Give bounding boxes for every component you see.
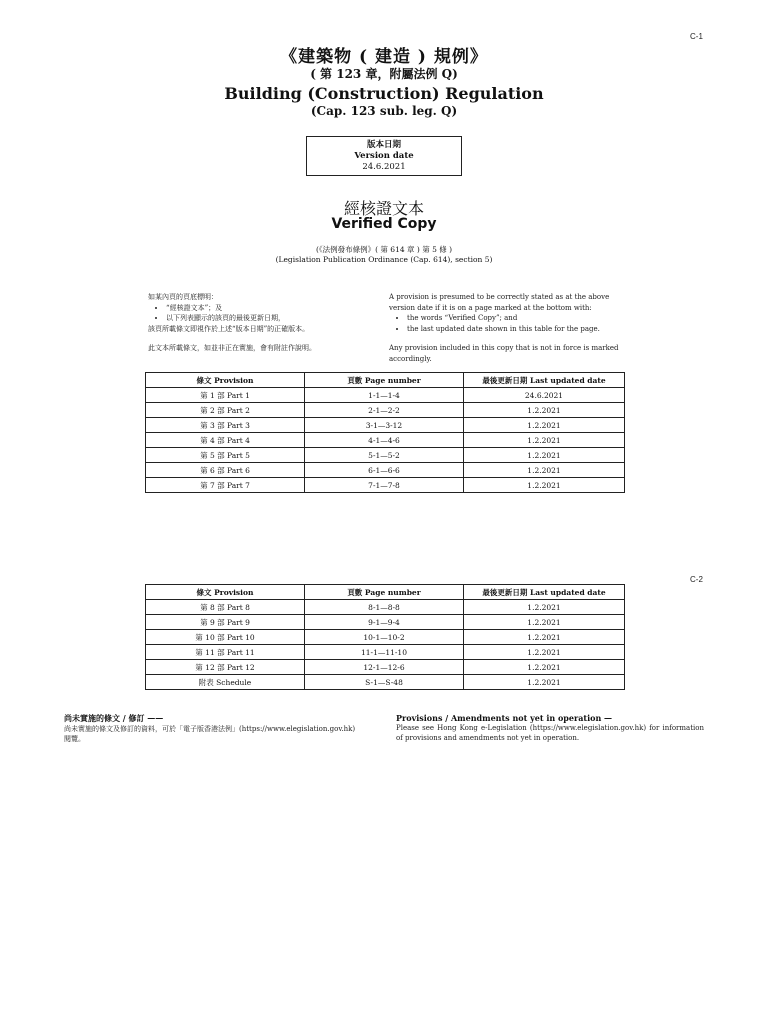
table-row	[146, 433, 625, 448]
cell-page-range: 8-1—8-8	[305, 600, 464, 615]
note-en-bullet: • the words “Verified Copy”; and	[407, 313, 629, 324]
table-row	[146, 388, 625, 403]
cell-provision: 第 10 部 Part 10	[146, 630, 305, 645]
footer-heading-zh: 尚未實施的條文 / 修訂 ——	[64, 713, 164, 723]
cell-provision: 第 8 部 Part 8	[146, 600, 305, 615]
verified-copy-chinese: 經核證文本	[343, 199, 424, 218]
cell-provision: 第 11 部 Part 11	[146, 645, 305, 660]
cell-provision: 第 5 部 Part 5	[146, 448, 305, 463]
cell-provision: 第 3 部 Part 3	[146, 418, 305, 433]
note-zh-bullet: • 以下列表顯示的該頁的最後更新日期，	[166, 313, 368, 324]
table-row	[146, 600, 625, 615]
cell-provision: 第 2 部 Part 2	[146, 403, 305, 418]
table-header-row	[146, 373, 625, 388]
cell-provision: 附表 Schedule	[146, 675, 305, 690]
footer-chinese	[64, 713, 384, 744]
cell-last-updated: 1.2.2021	[464, 418, 625, 433]
page-number-label: C-1	[690, 32, 703, 41]
note-en-line: A provision is presumed to be correctly stated as at the above	[389, 293, 610, 301]
table-header-row	[146, 585, 625, 600]
note-zh-line: 此文本所載條文，如並非正在實施，會有附註作說明。	[148, 344, 316, 352]
table-row	[146, 478, 625, 493]
cell-page-range: 9-1—9-4	[305, 615, 464, 630]
header-provision: 條文 Provision	[146, 373, 305, 388]
header-last-updated: 最後更新日期 Last updated date	[464, 373, 625, 388]
cell-page-range: 7-1—7-8	[305, 478, 464, 493]
ordinance-ref-english: (Legislation Publication Ordinance (Cap. 614), section 5)	[275, 255, 493, 264]
header-provision: 條文 Provision	[146, 585, 305, 600]
cell-last-updated: 1.2.2021	[464, 645, 625, 660]
subtitle-chinese: ( 第 123 章，附屬法例 Q)	[310, 67, 458, 81]
note-en-line: accordingly.	[389, 354, 432, 363]
cell-page-range: 11-1—11-10	[305, 645, 464, 660]
table-row	[146, 448, 625, 463]
table-row	[146, 630, 625, 645]
footer-text-zh: 尚未實施的條文及修訂的資料，可於「電子版香港法例」(https://www.elegislation.gov.hk)	[64, 725, 356, 733]
table-row	[146, 645, 625, 660]
cell-page-range: 4-1—4-6	[305, 433, 464, 448]
footer-text-zh: 閱覽。	[64, 735, 85, 743]
cell-provision: 第 1 部 Part 1	[146, 388, 305, 403]
cell-last-updated: 1.2.2021	[464, 403, 625, 418]
cell-page-range: S-1—S-48	[305, 675, 464, 690]
table-row	[146, 675, 625, 690]
note-zh-line: 如某內頁的頁底標明：	[148, 293, 218, 301]
footer-heading-en: Provisions / Amendments not yet in operation —	[396, 713, 613, 723]
version-date-box	[306, 136, 462, 176]
ordinance-ref-chinese: (《法例發布條例》( 第 614 章 ) 第 5 條 )	[315, 245, 453, 254]
note-en-bullet: • the last updated date shown in this table for the page.	[407, 324, 629, 335]
version-date-value: 24.6.2021	[362, 162, 406, 172]
cell-provision: 第 6 部 Part 6	[146, 463, 305, 478]
cell-page-range: 12-1—12-6	[305, 660, 464, 675]
version-date-label-zh: 版本日期	[366, 140, 401, 150]
cell-provision: 第 4 部 Part 4	[146, 433, 305, 448]
note-en-line: Any provision included in this copy that is not in force is marked	[389, 344, 619, 352]
table-row	[146, 418, 625, 433]
cell-last-updated: 1.2.2021	[464, 478, 625, 493]
title-english: Building (Construction) Regulation	[224, 84, 544, 103]
cell-last-updated: 1.2.2021	[464, 433, 625, 448]
verified-copy-english: Verified Copy	[331, 216, 437, 232]
cell-last-updated: 24.6.2021	[464, 388, 625, 403]
cell-last-updated: 1.2.2021	[464, 463, 625, 478]
title-chinese: 《建築物 ( 建造 ) 規例》	[280, 47, 488, 67]
cell-page-range: 6-1—6-6	[305, 463, 464, 478]
cell-provision: 第 12 部 Part 12	[146, 660, 305, 675]
cell-last-updated: 1.2.2021	[464, 615, 625, 630]
notes-english	[389, 292, 629, 364]
provision-table-1	[145, 372, 625, 493]
header-page-number: 頁數 Page number	[305, 373, 464, 388]
version-date-label-en: Version date	[354, 151, 414, 161]
cell-page-range: 10-1—10-2	[305, 630, 464, 645]
table-row	[146, 660, 625, 675]
cell-provision: 第 9 部 Part 9	[146, 615, 305, 630]
provision-table-2	[145, 584, 625, 690]
cell-page-range: 3-1—3-12	[305, 418, 464, 433]
header-page-number: 頁數 Page number	[305, 585, 464, 600]
cell-page-range: 1-1—1-4	[305, 388, 464, 403]
page-number-label: C-2	[690, 575, 703, 584]
cell-provision: 第 7 部 Part 7	[146, 478, 305, 493]
note-zh-line: 該頁所載條文即視作於上述“版本日期”的正確版本。	[148, 324, 310, 333]
cell-last-updated: 1.2.2021	[464, 675, 625, 690]
cell-page-range: 5-1—5-2	[305, 448, 464, 463]
footer-text-en: Please see Hong Kong e-Legislation (https://www.elegislation.gov.hk) for information of provisions and amendments not yet in operation.	[396, 724, 704, 742]
subtitle-english: (Cap. 123 sub. leg. Q)	[310, 104, 458, 118]
cell-last-updated: 1.2.2021	[464, 660, 625, 675]
footer-english	[396, 713, 704, 743]
table-row	[146, 615, 625, 630]
table-row	[146, 403, 625, 418]
cell-last-updated: 1.2.2021	[464, 630, 625, 645]
cell-last-updated: 1.2.2021	[464, 448, 625, 463]
table-row	[146, 463, 625, 478]
notes-chinese	[148, 292, 368, 354]
cell-page-range: 2-1—2-2	[305, 403, 464, 418]
note-zh-bullet: • “經核證文本”；及	[166, 303, 368, 314]
note-en-line: version date if it is on a page marked at the bottom with:	[389, 303, 592, 312]
header-last-updated: 最後更新日期 Last updated date	[464, 585, 625, 600]
cell-last-updated: 1.2.2021	[464, 600, 625, 615]
